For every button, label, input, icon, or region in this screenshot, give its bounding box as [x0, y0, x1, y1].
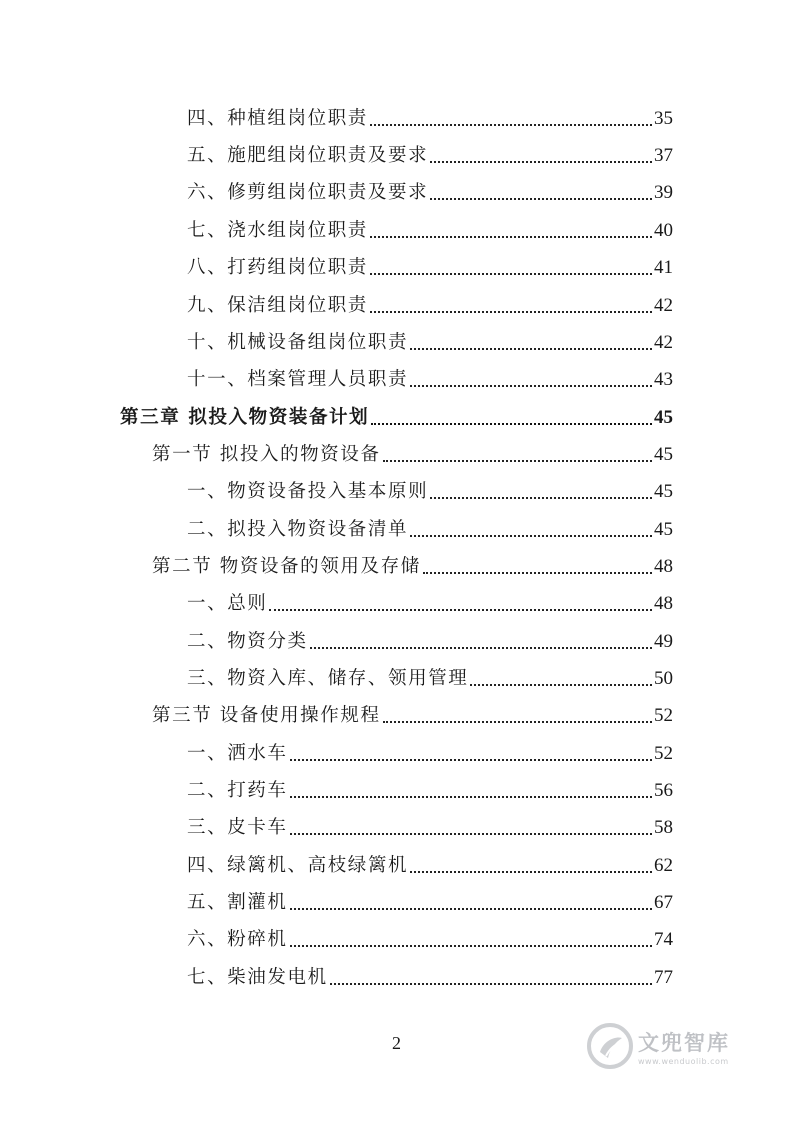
- dot-leader: [423, 572, 652, 574]
- toc-entry-page: 43: [654, 369, 673, 390]
- toc-entry-title: 二、拟投入物资设备清单: [187, 519, 409, 540]
- toc-entry[interactable]: [187, 778, 673, 804]
- toc-entry[interactable]: [187, 741, 673, 767]
- toc-entry-title: 九、保洁组岗位职责: [187, 295, 368, 316]
- toc-entry-title: 第三章 拟投入物资装备计划: [120, 407, 370, 428]
- toc-entry-page: 49: [654, 631, 673, 652]
- toc-entry-page: 56: [654, 780, 673, 801]
- dot-leader: [290, 833, 652, 835]
- watermark-name: 文兜智库: [638, 1030, 730, 1055]
- toc-entry-page: 45: [654, 481, 673, 502]
- toc-section-entry[interactable]: [152, 554, 673, 580]
- toc-section-entry[interactable]: [152, 703, 673, 729]
- toc-entry-page: 39: [654, 182, 673, 203]
- toc-entry-page: 42: [654, 332, 673, 353]
- watermark: [586, 1018, 756, 1074]
- toc-entry-title: 一、总则: [187, 593, 268, 614]
- toc-entry[interactable]: [187, 965, 673, 991]
- toc-entry-title: 二、物资分类: [187, 631, 308, 652]
- toc-entry[interactable]: [187, 479, 673, 505]
- toc-entry[interactable]: [187, 293, 673, 319]
- dot-leader: [410, 535, 652, 537]
- dot-leader: [430, 161, 652, 163]
- toc-entry-title: 三、物资入库、储存、领用管理: [187, 668, 469, 689]
- toc-chapter-entry[interactable]: [120, 405, 673, 431]
- toc-entry-page: 45: [654, 407, 673, 428]
- toc-entry-page: 40: [654, 220, 673, 241]
- toc-entry-title: 十、机械设备组岗位职责: [187, 332, 409, 353]
- dot-leader: [383, 721, 652, 723]
- dot-leader: [470, 684, 652, 686]
- toc-entry-title: 五、割灌机: [187, 892, 288, 913]
- toc-entry[interactable]: [187, 180, 673, 206]
- toc-section-entry[interactable]: [152, 442, 673, 468]
- toc-entry[interactable]: [187, 853, 673, 879]
- dot-leader: [290, 796, 652, 798]
- dot-leader: [371, 423, 652, 425]
- dot-leader: [410, 385, 652, 387]
- dot-leader: [410, 871, 652, 873]
- toc-entry[interactable]: [187, 666, 673, 692]
- toc-entry-title: 二、打药车: [187, 780, 288, 801]
- dot-leader: [290, 945, 652, 947]
- watermark-url: www.wenduolib.com: [638, 1056, 729, 1066]
- toc-entry-title: 五、施肥组岗位职责及要求: [187, 145, 429, 166]
- toc-entry-page: 50: [654, 668, 673, 689]
- dot-leader: [290, 908, 652, 910]
- dot-leader: [430, 198, 652, 200]
- toc-entry[interactable]: [187, 890, 673, 916]
- toc-entry-title: 一、物资设备投入基本原则: [187, 481, 429, 502]
- dot-leader: [370, 311, 652, 313]
- toc-entry[interactable]: [187, 143, 673, 169]
- toc-entry-title: 六、修剪组岗位职责及要求: [187, 182, 429, 203]
- toc-entry-title: 四、种植组岗位职责: [187, 108, 368, 129]
- dot-leader: [310, 647, 652, 649]
- dot-leader: [269, 609, 652, 611]
- toc-entry-page: 52: [654, 705, 673, 726]
- toc-entry-page: 62: [654, 855, 673, 876]
- toc-entry-title: 第二节 物资设备的领用及存储: [152, 556, 421, 577]
- toc-entry[interactable]: [187, 106, 673, 132]
- toc-entry-page: 45: [654, 519, 673, 540]
- dot-leader: [330, 983, 652, 985]
- toc-entry-title: 八、打药组岗位职责: [187, 257, 368, 278]
- dot-leader: [370, 124, 652, 126]
- toc-entry-page: 37: [654, 145, 673, 166]
- toc-entry-page: 77: [654, 967, 673, 988]
- page-number: 2: [392, 1033, 401, 1053]
- toc-entry[interactable]: [187, 591, 673, 617]
- toc-entry-title: 三、皮卡车: [187, 817, 288, 838]
- toc-entry-title: 六、粉碎机: [187, 929, 288, 950]
- toc-entry-title: 一、洒水车: [187, 743, 288, 764]
- toc-entry-title: 第三节 设备使用操作规程: [152, 705, 381, 726]
- dot-leader: [370, 273, 652, 275]
- toc-entry-page: 48: [654, 593, 673, 614]
- toc-entry-title: 七、浇水组岗位职责: [187, 220, 368, 241]
- toc-entry-page: 45: [654, 444, 673, 465]
- dot-leader: [383, 460, 652, 462]
- toc-entry-page: 67: [654, 892, 673, 913]
- toc-entry-title: 七、柴油发电机: [187, 967, 328, 988]
- toc-entry-page: 35: [654, 108, 673, 129]
- dot-leader: [430, 497, 652, 499]
- toc-entry[interactable]: [187, 815, 673, 841]
- toc-entry[interactable]: [187, 517, 673, 543]
- wenduo-logo-icon: [586, 1022, 634, 1070]
- toc-entry[interactable]: [187, 629, 673, 655]
- toc-entry[interactable]: [187, 255, 673, 281]
- toc-entry-title: 四、绿篱机、高枝绿篱机: [187, 855, 409, 876]
- toc-entry-page: 41: [654, 257, 673, 278]
- toc-entry-page: 58: [654, 817, 673, 838]
- toc-entry-title: 十一、档案管理人员职责: [187, 369, 409, 390]
- dot-leader: [370, 236, 652, 238]
- toc-entry[interactable]: [187, 927, 673, 953]
- toc-entry[interactable]: [187, 218, 673, 244]
- toc-entry-page: 74: [654, 929, 673, 950]
- dot-leader: [290, 759, 652, 761]
- toc-entry[interactable]: [187, 330, 673, 356]
- dot-leader: [410, 348, 652, 350]
- toc-entry-page: 48: [654, 556, 673, 577]
- toc-entry-page: 42: [654, 295, 673, 316]
- toc-entry[interactable]: [187, 367, 673, 393]
- toc-entry-page: 52: [654, 743, 673, 764]
- toc-entry-title: 第一节 拟投入的物资设备: [152, 444, 381, 465]
